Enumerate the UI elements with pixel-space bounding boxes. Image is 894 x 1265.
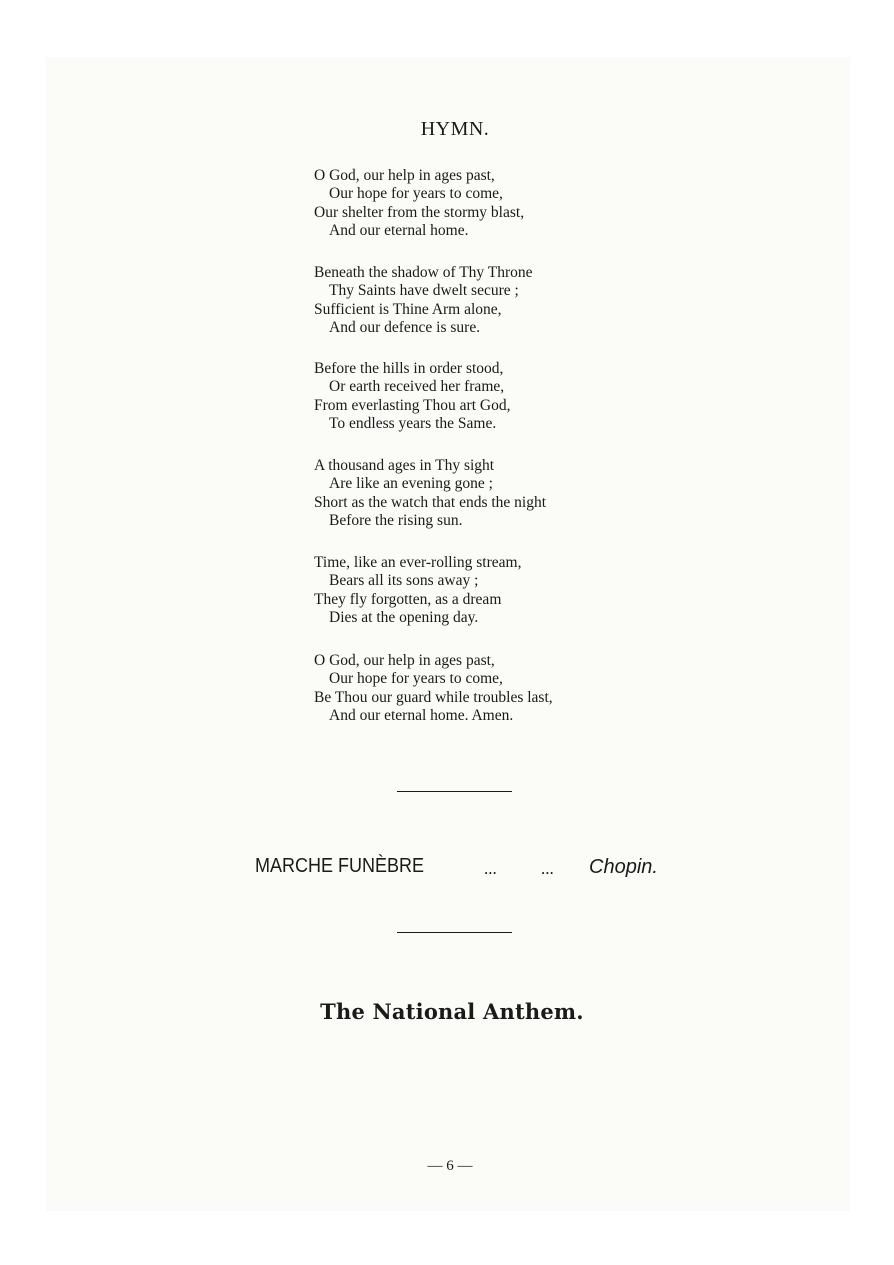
verse-line: Our hope for years to come, [329, 185, 503, 203]
verse-line: Our hope for years to come, [329, 670, 503, 688]
verse-line: And our eternal home. Amen. [329, 706, 514, 724]
hymn-stanza-3 [314, 360, 510, 433]
page-number: — 6 — [427, 1158, 473, 1174]
verse-line: Thy Saints have dwelt secure ; [329, 282, 519, 300]
hymn-title: HYMN. [420, 118, 490, 140]
piece-title [255, 855, 443, 878]
hymn-stanza-4 [314, 457, 546, 530]
leader-dots: ... [541, 859, 554, 878]
verse-line: And our eternal home. [329, 221, 469, 239]
verse-line: Bears all its sons away ; [329, 572, 479, 590]
verse-line: Before the rising sun. [329, 511, 463, 529]
verse-line: Or earth received her frame, [329, 378, 505, 396]
verse-line: A thousand ages in Thy sight [314, 457, 495, 474]
verse-line: Our shelter from the stormy blast, [314, 203, 525, 221]
national-anthem-heading: The National Anthem. [320, 999, 584, 1024]
leader-dots: ... [484, 859, 497, 878]
verse-line: From everlasting Thou art God, [314, 396, 511, 414]
verse-line: Dies at the opening day. [329, 608, 479, 626]
composer-name: Chopin. [589, 856, 658, 878]
verse-line: Beneath the shadow of Thy Throne [314, 264, 533, 281]
hymn-stanza-6 [314, 652, 553, 725]
verse-line: They fly forgotten, as a dream [314, 590, 502, 608]
verse-line: Before the hills in order stood, [314, 360, 504, 377]
verse-line: Sufficient is Thine Arm alone, [314, 300, 502, 318]
verse-line: O God, our help in ages past, [314, 652, 495, 669]
verse-line: And our defence is sure. [329, 318, 481, 336]
section-divider [397, 932, 512, 933]
section-divider [397, 791, 512, 792]
verse-line: Time, like an ever-rolling stream, [314, 554, 522, 571]
hymn-stanza-1 [314, 167, 524, 240]
hymn-stanza-2 [314, 264, 533, 337]
piece-name: MARCHE FUNÈBRE [255, 855, 425, 877]
verse-line: Be Thou our guard while troubles last, [314, 688, 553, 706]
verse-line: To endless years the Same. [329, 414, 497, 432]
hymn-stanza-5 [314, 554, 521, 627]
verse-line: Are like an evening gone ; [329, 475, 493, 493]
verse-line: O God, our help in ages past, [314, 167, 495, 184]
verse-line: Short as the watch that ends the night [314, 493, 547, 511]
